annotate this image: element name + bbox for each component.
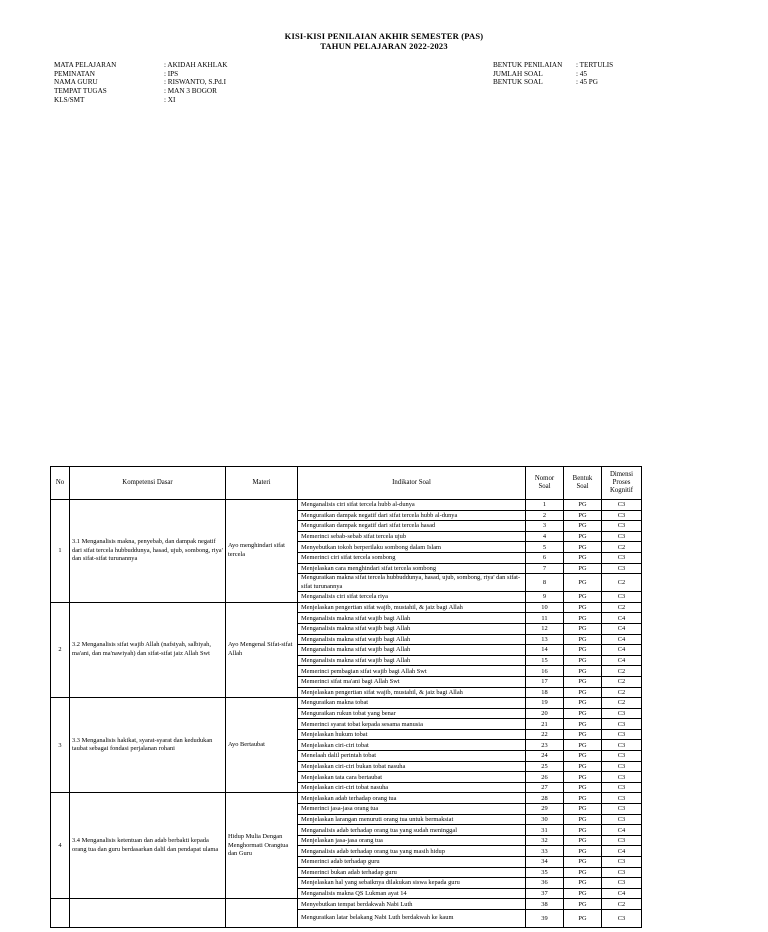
dimensi-cell: C3 xyxy=(602,500,642,511)
dimensi-cell: C4 xyxy=(602,846,642,857)
header-indikator-soal: Indikator Soal xyxy=(298,467,526,500)
nomor-soal-cell: 9 xyxy=(526,592,564,603)
dimensi-cell: C2 xyxy=(602,687,642,698)
meta-label: TEMPAT TUGAS xyxy=(54,87,107,96)
meta-value: : TERTULIS xyxy=(576,61,614,69)
indikator-cell: Menganalisis adab terhadap orang tua yang sudah meninggal xyxy=(298,825,526,836)
nomor-soal-cell: 27 xyxy=(526,782,564,793)
nomor-soal-cell: 34 xyxy=(526,857,564,868)
bentuk-soal-cell: PG xyxy=(564,592,602,603)
nomor-soal-cell: 19 xyxy=(526,698,564,709)
indikator-cell: Menganalisis makna sifat wajib bagi Allah xyxy=(298,655,526,666)
table-row xyxy=(51,793,642,804)
bentuk-soal-cell: PG xyxy=(564,563,602,574)
dimensi-cell: C2 xyxy=(602,602,642,613)
nomor-soal-cell: 22 xyxy=(526,729,564,740)
bentuk-soal-cell: PG xyxy=(564,655,602,666)
meta-label: JUMLAH SOAL xyxy=(493,69,543,78)
nomor-soal-cell: 36 xyxy=(526,878,564,889)
kompetensi-dasar-cell: 3.1 Menganalisis makna, penyebab, dan dampak negatif dari sifat tercela hubbuddunya, hasad, ujub, sombong, riya' dan sifat-sifat turunannya xyxy=(70,500,226,603)
bentuk-soal-cell: PG xyxy=(564,793,602,804)
dimensi-cell: C3 xyxy=(602,878,642,889)
indikator-cell: Menjelaskan ciri-ciri bukan tobat nasuha xyxy=(298,761,526,772)
indikator-cell: Menjelaskan pengertian sifat wajib, mustahil, & jaiz bagi Allah xyxy=(298,602,526,613)
materi-cell: Ayo Mengenal Sifat-sifat Allah xyxy=(226,602,298,697)
meta-value: : XI xyxy=(164,95,176,104)
dimensi-cell: C3 xyxy=(602,521,642,532)
indikator-cell: Menguraikan dampak negatif dari sifat tercela hubb al-dunya xyxy=(298,510,526,521)
indikator-cell: Menganalisis makna sifat wajib bagi Allah xyxy=(298,623,526,634)
bentuk-soal-cell: PG xyxy=(564,772,602,783)
indikator-cell: Memerinci adab terhadap guru xyxy=(298,857,526,868)
meta-row xyxy=(54,87,228,96)
nomor-soal-cell: 29 xyxy=(526,804,564,815)
nomor-soal-cell: 33 xyxy=(526,846,564,857)
dimensi-cell: C4 xyxy=(602,613,642,624)
indikator-cell: Menjelaskan jasa-jasa orang tua xyxy=(298,835,526,846)
meta-row xyxy=(54,96,228,105)
nomor-soal-cell: 37 xyxy=(526,888,564,899)
bentuk-soal-cell: PG xyxy=(564,814,602,825)
bentuk-soal-cell: PG xyxy=(564,613,602,624)
row-number: 1 xyxy=(51,500,70,603)
indikator-cell: Menjelaskan cara menghindari sifat tercela sombong xyxy=(298,563,526,574)
meta-row xyxy=(493,78,613,87)
meta-value: : 45 xyxy=(576,69,587,78)
indikator-cell: Menjelaskan adab terhadap orang tua xyxy=(298,793,526,804)
bentuk-soal-cell: PG xyxy=(564,542,602,553)
meta-label: MATA PELAJARAN xyxy=(54,61,117,69)
bentuk-soal-cell: PG xyxy=(564,867,602,878)
dimensi-cell: C4 xyxy=(602,645,642,656)
indikator-cell: Menjelaskan ciri-ciri tobat nasuha xyxy=(298,782,526,793)
materi-cell: Hidup Mulia Dengan Menghormati Orangtua dan Guru xyxy=(226,793,298,899)
nomor-soal-cell: 31 xyxy=(526,825,564,836)
nomor-soal-cell: 7 xyxy=(526,563,564,574)
header-dimensi-proses-kognitif: Dimensi Proses Kognitif xyxy=(602,467,642,500)
row-number xyxy=(51,899,70,928)
indikator-cell: Menganalisis makna QS Lukman ayat 14 xyxy=(298,888,526,899)
table-row xyxy=(51,698,642,709)
bentuk-soal-cell: PG xyxy=(564,521,602,532)
indikator-cell: Menjelaskan hal yang sebaiknya dilakukan siswa kepada guru xyxy=(298,878,526,889)
indikator-cell: Menjelaskan hukum tobat xyxy=(298,729,526,740)
bentuk-soal-cell: PG xyxy=(564,708,602,719)
kisi-kisi-table xyxy=(50,466,642,928)
nomor-soal-cell: 20 xyxy=(526,708,564,719)
header-bentuk-soal: Bentuk Soal xyxy=(564,467,602,500)
nomor-soal-cell: 1 xyxy=(526,500,564,511)
dimensi-cell: C4 xyxy=(602,888,642,899)
nomor-soal-cell: 14 xyxy=(526,645,564,656)
table-row xyxy=(51,500,642,511)
indikator-cell: Menelaah dalil perintah tobat xyxy=(298,751,526,762)
nomor-soal-cell: 6 xyxy=(526,552,564,563)
bentuk-soal-cell: PG xyxy=(564,751,602,762)
dimensi-cell: C3 xyxy=(602,857,642,868)
nomor-soal-cell: 15 xyxy=(526,655,564,666)
dimensi-cell: C3 xyxy=(602,804,642,815)
nomor-soal-cell: 35 xyxy=(526,867,564,878)
nomor-soal-cell: 2 xyxy=(526,510,564,521)
indikator-cell: Menguraikan makna tobat xyxy=(298,698,526,709)
meta-label: PEMINATAN xyxy=(54,69,95,78)
bentuk-soal-cell: PG xyxy=(564,687,602,698)
dimensi-cell: C3 xyxy=(602,563,642,574)
dimensi-cell: C4 xyxy=(602,623,642,634)
bentuk-soal-cell: PG xyxy=(564,899,602,910)
dimensi-cell: C4 xyxy=(602,634,642,645)
indikator-cell: Menguraikan rukun tobat yang benar xyxy=(298,708,526,719)
meta-row xyxy=(54,70,228,79)
indikator-cell: Menguraikan makna sifat tercela hubbuddunya, hasad, ujub, sombong, riya' dan sifat-sifat turunannya xyxy=(298,574,526,592)
bentuk-soal-cell: PG xyxy=(564,500,602,511)
dimensi-cell: C3 xyxy=(602,835,642,846)
identity-block-right xyxy=(493,61,613,87)
materi-cell: Ayo Bertaubat xyxy=(226,698,298,793)
dimensi-cell: C3 xyxy=(602,740,642,751)
indikator-cell: Menjelaskan larangan menuruti orang tua untuk bermaksiat xyxy=(298,814,526,825)
dimensi-cell: C3 xyxy=(602,531,642,542)
nomor-soal-cell: 28 xyxy=(526,793,564,804)
materi-cell: Ayo menghindari sifat tercela xyxy=(226,500,298,603)
dimensi-cell: C2 xyxy=(602,574,642,592)
dimensi-cell: C3 xyxy=(602,552,642,563)
dimensi-cell: C3 xyxy=(602,814,642,825)
bentuk-soal-cell: PG xyxy=(564,878,602,889)
dimensi-cell: C2 xyxy=(602,666,642,677)
dimensi-cell: C3 xyxy=(602,708,642,719)
nomor-soal-cell: 18 xyxy=(526,687,564,698)
bentuk-soal-cell: PG xyxy=(564,623,602,634)
indikator-cell: Menganalisis ciri sifat tercela hubb al-dunya xyxy=(298,500,526,511)
bentuk-soal-cell: PG xyxy=(564,531,602,542)
table-row xyxy=(51,602,642,613)
bentuk-soal-cell: PG xyxy=(564,510,602,521)
bentuk-soal-cell: PG xyxy=(564,645,602,656)
bentuk-soal-cell: PG xyxy=(564,782,602,793)
dimensi-cell: C3 xyxy=(602,909,642,927)
nomor-soal-cell: 3 xyxy=(526,521,564,532)
title-line-2: TAHUN PELAJARAN 2022-2023 xyxy=(320,41,448,51)
dimensi-cell: C3 xyxy=(602,592,642,603)
bentuk-soal-cell: PG xyxy=(564,698,602,709)
indikator-cell: Memerinci sifat ma'ani bagi Allah Swt xyxy=(298,676,526,687)
header-materi: Materi xyxy=(226,467,298,500)
meta-label: KLS/SMT xyxy=(54,95,85,104)
dimensi-cell: C4 xyxy=(602,655,642,666)
header-kompetensi-dasar: Kompetensi Dasar xyxy=(70,467,226,500)
indikator-cell: Memerinci pembagian sifat wajib bagi Allah Swt xyxy=(298,666,526,677)
dimensi-cell: C3 xyxy=(602,793,642,804)
nomor-soal-cell: 13 xyxy=(526,634,564,645)
meta-value: : AKIDAH AKHLAK xyxy=(164,61,228,69)
nomor-soal-cell: 16 xyxy=(526,666,564,677)
dimensi-cell: C2 xyxy=(602,542,642,553)
table-header-row xyxy=(51,467,642,500)
nomor-soal-cell: 8 xyxy=(526,574,564,592)
indikator-cell: Menganalisis makna sifat wajib bagi Allah xyxy=(298,645,526,656)
title-line-1: KISI-KISI PENILAIAN AKHIR SEMESTER (PAS) xyxy=(284,31,484,41)
header-no: No xyxy=(51,467,70,500)
bentuk-soal-cell: PG xyxy=(564,666,602,677)
dimensi-cell: C2 xyxy=(602,698,642,709)
bentuk-soal-cell: PG xyxy=(564,574,602,592)
bentuk-soal-cell: PG xyxy=(564,634,602,645)
indikator-cell: Menjelaskan ciri-ciri tobat xyxy=(298,740,526,751)
nomor-soal-cell: 10 xyxy=(526,602,564,613)
meta-label: BENTUK PENILAIAN xyxy=(493,61,563,69)
kompetensi-dasar-cell: 3.2 Menganalisis sifat wajib Allah (nafsiyah, salbiyah, ma'ani, dan ma'nawiyah) dan sifat-sifat jaiz Allah Swt xyxy=(70,602,226,697)
kompetensi-dasar-cell: 3.4 Menganalisis ketentuan dan adab berbakti kepada orang tua dan guru berdasarkan dalil dan pendapat ulama xyxy=(70,793,226,899)
table-row xyxy=(51,899,642,910)
nomor-soal-cell: 11 xyxy=(526,613,564,624)
nomor-soal-cell: 23 xyxy=(526,740,564,751)
dimensi-cell: C2 xyxy=(602,899,642,910)
indikator-cell: Menganalisis makna sifat wajib bagi Allah xyxy=(298,613,526,624)
header-nomor-soal: Nomor Soal xyxy=(526,467,564,500)
indikator-cell: Memerinci sebab-sebab sifat tercela ujub xyxy=(298,531,526,542)
nomor-soal-cell: 5 xyxy=(526,542,564,553)
meta-value: : 45 PG xyxy=(576,78,598,87)
indikator-cell: Menyebutkan tokoh berperilaku sombong dalam Islam xyxy=(298,542,526,553)
bentuk-soal-cell: PG xyxy=(564,825,602,836)
indikator-cell: Memerinci jasa-jasa orang tua xyxy=(298,804,526,815)
dimensi-cell: C3 xyxy=(602,772,642,783)
bentuk-soal-cell: PG xyxy=(564,740,602,751)
nomor-soal-cell: 32 xyxy=(526,835,564,846)
indikator-cell: Menguraikan dampak negatif dari sifat tercela hasad xyxy=(298,521,526,532)
bentuk-soal-cell: PG xyxy=(564,857,602,868)
nomor-soal-cell: 39 xyxy=(526,909,564,927)
dimensi-cell: C3 xyxy=(602,751,642,762)
bentuk-soal-cell: PG xyxy=(564,909,602,927)
meta-value: : MAN 3 BOGOR xyxy=(164,87,217,96)
dimensi-cell: C3 xyxy=(602,510,642,521)
identity-block-left xyxy=(54,61,228,105)
bentuk-soal-cell: PG xyxy=(564,676,602,687)
dimensi-cell: C3 xyxy=(602,761,642,772)
bentuk-soal-cell: PG xyxy=(564,835,602,846)
meta-row xyxy=(493,61,613,70)
bentuk-soal-cell: PG xyxy=(564,888,602,899)
document-title xyxy=(0,31,768,51)
kompetensi-dasar-cell: 3.3 Menganalisis hakikat, syarat-syarat dan kedudukan taubat sebagai fondasi perjalanan rohani xyxy=(70,698,226,793)
row-number: 4 xyxy=(51,793,70,899)
nomor-soal-cell: 4 xyxy=(526,531,564,542)
bentuk-soal-cell: PG xyxy=(564,729,602,740)
row-number: 3 xyxy=(51,698,70,793)
nomor-soal-cell: 21 xyxy=(526,719,564,730)
dimensi-cell: C3 xyxy=(602,782,642,793)
indikator-cell: Memerinci syarat tobat kepada sesama manusia xyxy=(298,719,526,730)
meta-row xyxy=(54,78,228,87)
nomor-soal-cell: 12 xyxy=(526,623,564,634)
meta-value: : RISWANTO, S.Pd.I xyxy=(164,78,226,87)
nomor-soal-cell: 24 xyxy=(526,751,564,762)
dimensi-cell: C4 xyxy=(602,825,642,836)
dimensi-cell: C2 xyxy=(602,676,642,687)
bentuk-soal-cell: PG xyxy=(564,552,602,563)
meta-label: NAMA GURU xyxy=(54,78,98,87)
bentuk-soal-cell: PG xyxy=(564,719,602,730)
meta-value: : IPS xyxy=(164,69,179,78)
nomor-soal-cell: 25 xyxy=(526,761,564,772)
indikator-cell: Menyebutkan tempat berdakwah Nabi Luth xyxy=(298,899,526,910)
meta-row xyxy=(54,61,228,70)
nomor-soal-cell: 30 xyxy=(526,814,564,825)
bentuk-soal-cell: PG xyxy=(564,804,602,815)
indikator-cell: Memerinci bukan adab terhadap guru xyxy=(298,867,526,878)
materi-cell xyxy=(226,899,298,928)
indikator-cell: Memerinci ciri sifat tercela sombong xyxy=(298,552,526,563)
indikator-cell: Menjelaskan pengertian sifat wajib, mustahil, & jaiz bagi Allah xyxy=(298,687,526,698)
nomor-soal-cell: 17 xyxy=(526,676,564,687)
indikator-cell: Menguraikan latar belakang Nabi Luth berdakwah ke kaum xyxy=(298,909,526,927)
bentuk-soal-cell: PG xyxy=(564,602,602,613)
bentuk-soal-cell: PG xyxy=(564,761,602,772)
meta-label: BENTUK SOAL xyxy=(493,78,543,87)
nomor-soal-cell: 26 xyxy=(526,772,564,783)
dimensi-cell: C3 xyxy=(602,719,642,730)
nomor-soal-cell: 38 xyxy=(526,899,564,910)
dimensi-cell: C3 xyxy=(602,729,642,740)
indikator-cell: Menjelaskan tata cara bertaubat xyxy=(298,772,526,783)
dimensi-cell: C3 xyxy=(602,867,642,878)
kompetensi-dasar-cell xyxy=(70,899,226,928)
row-number: 2 xyxy=(51,602,70,697)
indikator-cell: Menganalisis ciri sifat tercela riya xyxy=(298,592,526,603)
indikator-cell: Menganalisis adab terhadap orang tua yang masih hidup xyxy=(298,846,526,857)
meta-row xyxy=(493,70,613,79)
indikator-cell: Menganalisis makna sifat wajib bagi Allah xyxy=(298,634,526,645)
bentuk-soal-cell: PG xyxy=(564,846,602,857)
